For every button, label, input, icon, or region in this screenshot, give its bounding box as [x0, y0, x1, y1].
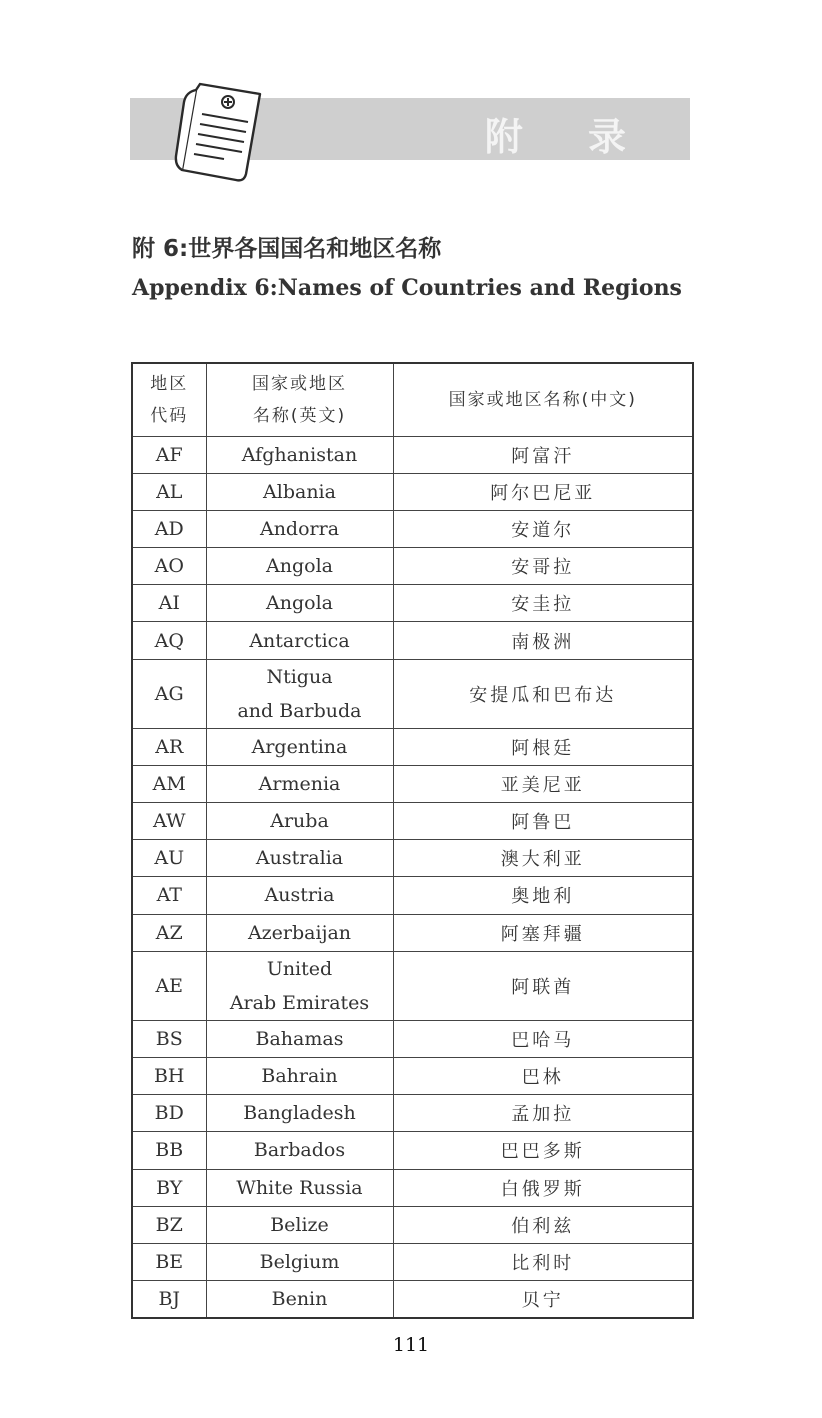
header-english-name: [206, 363, 393, 436]
table-row: [132, 436, 693, 473]
region-code: BJ: [132, 1281, 206, 1318]
region-code: AL: [132, 473, 206, 510]
english-name-cell: [206, 728, 393, 765]
table-row: [132, 1095, 693, 1132]
appendix-heading-english: Appendix 6:Names of Countries and Regions: [132, 275, 682, 301]
region-code: AQ: [132, 622, 206, 659]
chinese-name: 奥地利: [393, 877, 693, 914]
english-name: Aruba: [270, 810, 329, 833]
region-code: AF: [132, 436, 206, 473]
chinese-name: 孟加拉: [393, 1095, 693, 1132]
chinese-name: 贝宁: [393, 1281, 693, 1318]
english-name-cell: [206, 659, 393, 728]
header-cn: 国家或地区名称(中文): [448, 389, 637, 410]
chinese-name: 巴哈马: [393, 1020, 693, 1057]
english-name: Bahamas: [255, 1027, 344, 1050]
table-row: [132, 548, 693, 585]
region-code: BB: [132, 1132, 206, 1169]
header-en-line2: 名称(英文): [252, 405, 347, 426]
table-row: [132, 510, 693, 547]
english-name-cell: [206, 548, 393, 585]
table-row: [132, 951, 693, 1020]
countries-table: [131, 362, 694, 1319]
english-name: Andorra: [259, 517, 340, 540]
region-code: AT: [132, 877, 206, 914]
region-code: BS: [132, 1020, 206, 1057]
chinese-name: 安提瓜和巴布达: [393, 659, 693, 728]
english-name: Belize: [270, 1213, 329, 1236]
english-name-line2: and Barbuda: [237, 699, 362, 722]
chinese-name: 安哥拉: [393, 548, 693, 585]
english-name-cell: [206, 1095, 393, 1132]
english-name-cell: [206, 914, 393, 951]
chinese-name: 阿鲁巴: [393, 803, 693, 840]
english-name-cell: [206, 1169, 393, 1206]
table-row: [132, 1281, 693, 1318]
english-name: Barbados: [253, 1139, 346, 1162]
region-code: AR: [132, 728, 206, 765]
english-name-cell: [206, 765, 393, 802]
table-row: [132, 765, 693, 802]
english-name-cell: [206, 585, 393, 622]
english-name-cell: [206, 1243, 393, 1280]
table-row: [132, 728, 693, 765]
region-code: AU: [132, 840, 206, 877]
english-name-cell: [206, 1020, 393, 1057]
table-row: [132, 659, 693, 728]
chinese-name: 阿联酋: [393, 951, 693, 1020]
appendix-heading-chinese: 附 6:世界各国国名和地区名称: [132, 236, 442, 262]
region-code: AI: [132, 585, 206, 622]
table-row: [132, 840, 693, 877]
region-code: BH: [132, 1057, 206, 1094]
english-name-cell: [206, 951, 393, 1020]
english-name: Argentina: [251, 735, 348, 758]
region-code: AO: [132, 548, 206, 585]
english-name: Bahrain: [261, 1065, 338, 1088]
chinese-name: 阿尔巴尼亚: [393, 473, 693, 510]
header-code-line2: 代码: [150, 405, 189, 426]
table-row: [132, 585, 693, 622]
english-name-cell: [206, 473, 393, 510]
chinese-name: 比利时: [393, 1243, 693, 1280]
region-code: AM: [132, 765, 206, 802]
table-row: [132, 473, 693, 510]
english-name: Angola: [266, 592, 333, 615]
region-code: AD: [132, 510, 206, 547]
document-icon: [172, 78, 272, 188]
english-name: Albania: [263, 480, 336, 503]
chinese-name: 亚美尼亚: [393, 765, 693, 802]
chinese-name: 巴巴多斯: [393, 1132, 693, 1169]
english-name: Belgium: [259, 1250, 340, 1273]
table-row: [132, 1057, 693, 1094]
table-row: [132, 1132, 693, 1169]
chinese-name: 白俄罗斯: [393, 1169, 693, 1206]
english-name-cell: [206, 1281, 393, 1318]
table-row: [132, 914, 693, 951]
table-header-row: [132, 363, 693, 436]
table-row: [132, 1206, 693, 1243]
region-code: AW: [132, 803, 206, 840]
header-code: [132, 363, 206, 436]
header-chinese-name: [393, 363, 693, 436]
english-name: Bangladesh: [243, 1102, 356, 1125]
chinese-name: 南极洲: [393, 622, 693, 659]
chinese-name: 澳大利亚: [393, 840, 693, 877]
chinese-name: 巴林: [393, 1057, 693, 1094]
banner-title: 附 录: [484, 115, 652, 159]
chinese-name: 安圭拉: [393, 585, 693, 622]
english-name-cell: [206, 803, 393, 840]
header-en-line1: 国家或地区: [252, 373, 347, 394]
english-name: Australia: [255, 847, 344, 870]
english-name: Antarctica: [249, 629, 350, 652]
table-row: [132, 622, 693, 659]
table-row: [132, 803, 693, 840]
english-name: Afghanistan: [241, 443, 358, 466]
english-name: White Russia: [236, 1176, 363, 1199]
english-name-cell: [206, 436, 393, 473]
region-code: BY: [132, 1169, 206, 1206]
english-name: Benin: [271, 1287, 328, 1310]
chinese-name: 伯利兹: [393, 1206, 693, 1243]
table-row: [132, 1169, 693, 1206]
page-number: 111: [392, 1334, 430, 1356]
english-name-cell: [206, 622, 393, 659]
english-name-cell: [206, 1132, 393, 1169]
english-name: Angola: [266, 555, 333, 578]
english-name-line2: Arab Emirates: [229, 991, 370, 1014]
header-code-line1: 地区: [150, 373, 189, 394]
english-name: Ntigua: [266, 665, 333, 688]
region-code: BD: [132, 1095, 206, 1132]
english-name: Armenia: [258, 772, 341, 795]
english-name-cell: [206, 877, 393, 914]
english-name-cell: [206, 840, 393, 877]
chinese-name: 安道尔: [393, 510, 693, 547]
region-code: AG: [132, 659, 206, 728]
region-code: AZ: [132, 914, 206, 951]
english-name: United: [266, 957, 333, 980]
table-row: [132, 1020, 693, 1057]
chinese-name: 阿塞拜疆: [393, 914, 693, 951]
english-name: Austria: [264, 884, 335, 907]
english-name-cell: [206, 1057, 393, 1094]
table-row: [132, 877, 693, 914]
english-name: Azerbaijan: [247, 921, 352, 944]
chinese-name: 阿富汗: [393, 436, 693, 473]
english-name-cell: [206, 1206, 393, 1243]
region-code: BZ: [132, 1206, 206, 1243]
english-name-cell: [206, 510, 393, 547]
table-row: [132, 1243, 693, 1280]
region-code: BE: [132, 1243, 206, 1280]
region-code: AE: [132, 951, 206, 1020]
chinese-name: 阿根廷: [393, 728, 693, 765]
